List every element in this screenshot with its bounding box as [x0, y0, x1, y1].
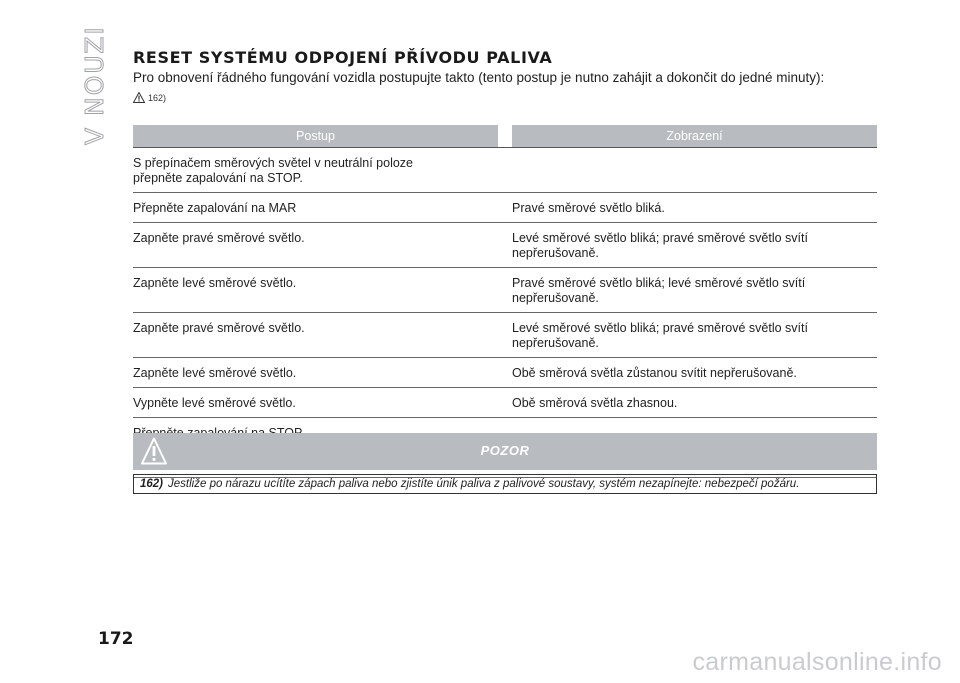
warning-triangle-icon — [133, 92, 145, 103]
display-result: Obě směrová světla zhasnou. — [512, 388, 877, 418]
display-result: Obě směrová světla zůstanou svítit nepřerušovaně. — [512, 358, 877, 388]
page-number: 172 — [98, 629, 134, 649]
procedure-step: Zapněte levé směrové světlo. — [133, 268, 498, 313]
table-row — [133, 388, 877, 418]
reset-procedure-table — [133, 125, 877, 478]
procedure-step: Zapněte pravé směrové světlo. — [133, 223, 498, 268]
column-gap — [498, 313, 512, 358]
procedure-step: Zapněte levé směrové světlo. — [133, 358, 498, 388]
warning-note-text: Jestliže po nárazu ucítíte zápach paliva nebo zjistíte únik paliva z palivové soustavy, systém nezapínejte: nebezpečí požáru. — [168, 478, 800, 490]
column-header-procedure: Postup — [133, 125, 498, 148]
procedure-step: Zapněte pravé směrové světlo. — [133, 313, 498, 358]
procedure-step: Vypněte levé směrové světlo. — [133, 388, 498, 418]
column-gap — [498, 148, 512, 193]
display-result: Pravé směrové světlo bliká. — [512, 193, 877, 223]
table-row — [133, 268, 877, 313]
display-result: Pravé směrové světlo bliká; levé směrové světlo svítí nepřerušovaně. — [512, 268, 877, 313]
table-row — [133, 148, 877, 193]
warning-header — [133, 433, 877, 470]
column-header-display: Zobrazení — [512, 125, 877, 148]
intro-paragraph: Pro obnovení řádného fungování vozidla postupujte takto (tento postup je nutno zahájit a dokončit do jedné minuty): — [133, 70, 825, 85]
watermark: carmanualsonline.info — [692, 648, 942, 676]
column-gap — [498, 268, 512, 313]
table-row — [133, 358, 877, 388]
warning-note-ref: 162) — [140, 478, 164, 490]
column-gap — [498, 193, 512, 223]
table-row — [133, 223, 877, 268]
column-gap — [498, 358, 512, 388]
warning-title: POZOR — [480, 443, 530, 458]
table-row — [133, 193, 877, 223]
table-header-row — [133, 125, 877, 148]
warning-reference-label: 162) — [148, 92, 167, 103]
column-gap — [498, 388, 512, 418]
display-result: Levé směrové světlo bliká; pravé směrové světlo svítí nepřerušovaně. — [512, 223, 877, 268]
display-result: Levé směrové světlo bliká; pravé směrové světlo svítí nepřerušovaně. — [512, 313, 877, 358]
warning-reference[interactable] — [133, 92, 166, 103]
warning-note — [133, 474, 877, 494]
section-side-tab — [80, 25, 109, 145]
procedure-step: Přepněte zapalování na MAR — [133, 193, 498, 223]
section-side-tab-label: V NOUZI — [80, 25, 109, 145]
page-title: RESET SYSTÉMU ODPOJENÍ PŘÍVODU PALIVA — [133, 48, 553, 67]
table-row — [133, 313, 877, 358]
column-gap — [498, 223, 512, 268]
procedure-step: S přepínačem směrových světel v neutrální poloze přepněte zapalování na STOP. — [133, 148, 498, 193]
column-gap — [498, 125, 512, 148]
display-result — [512, 148, 877, 193]
